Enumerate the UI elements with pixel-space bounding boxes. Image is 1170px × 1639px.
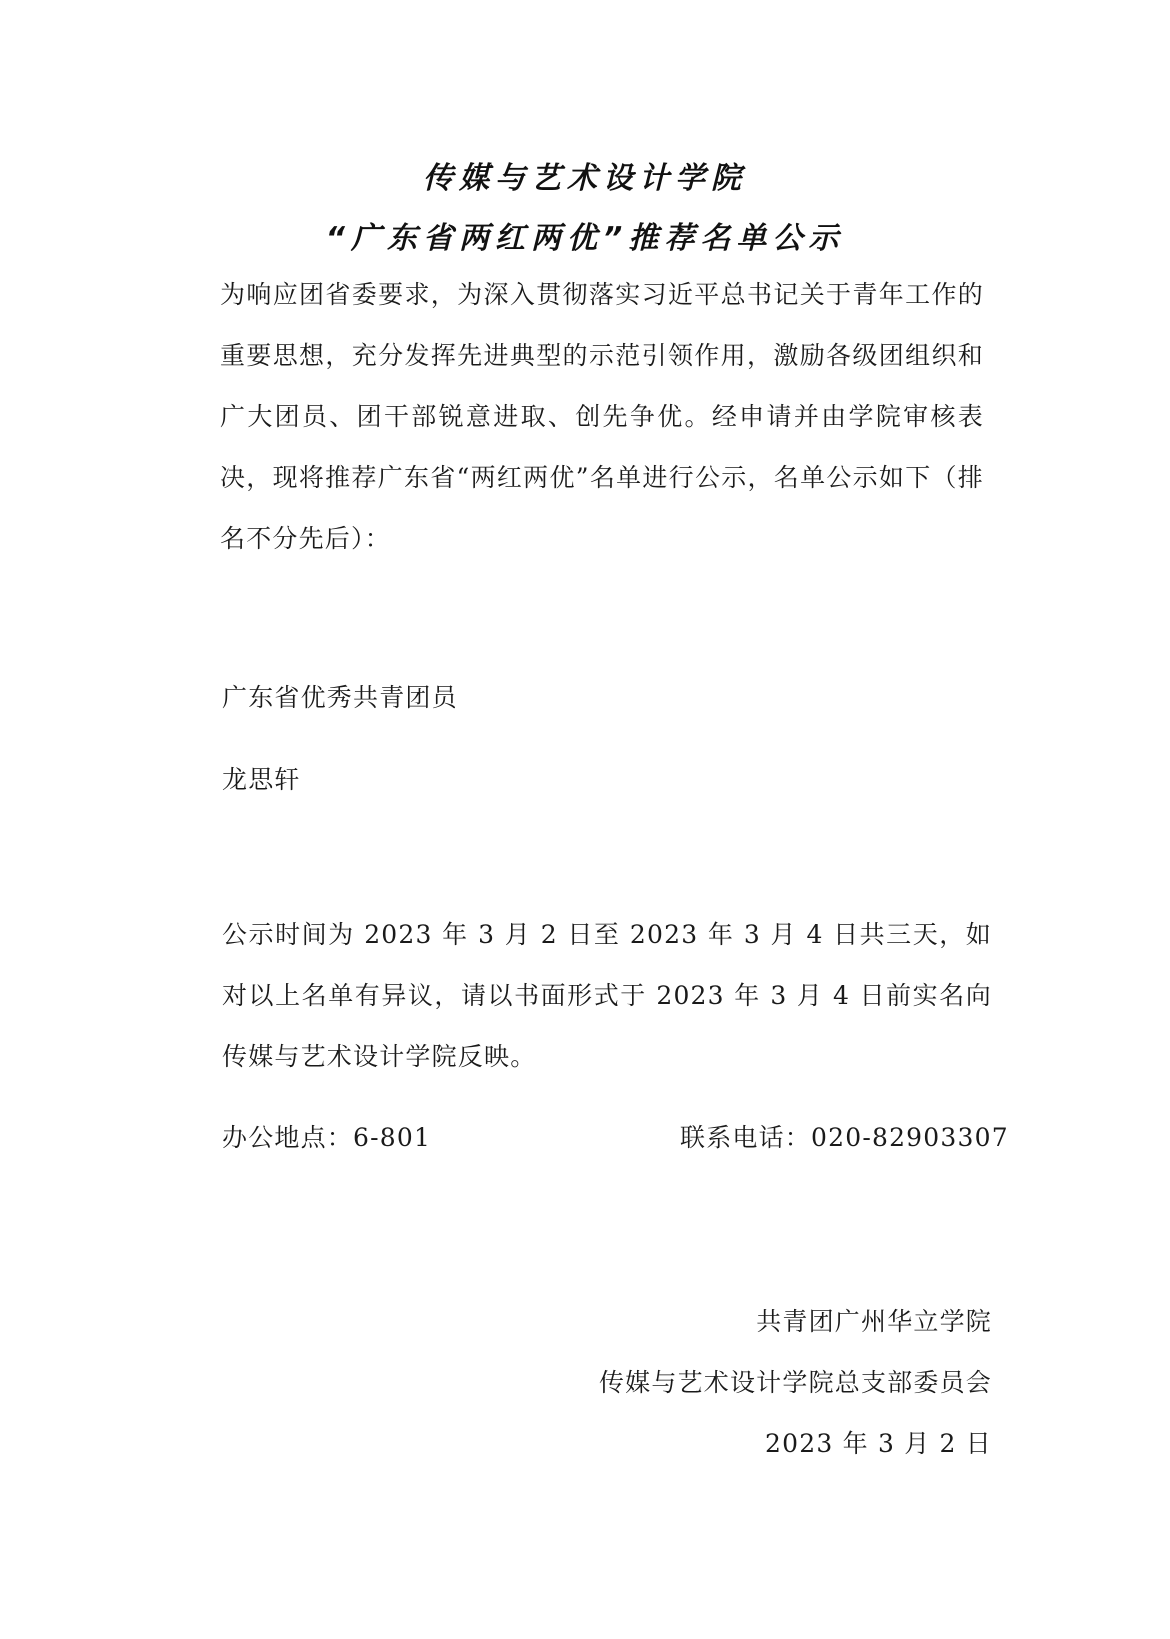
office-location: 办公地点：6-801 (222, 1123, 432, 1152)
signature-organization: 共青团广州华立学院 (756, 1307, 992, 1336)
document-title-college: 传媒与艺术设计学院 (423, 161, 747, 196)
notice-paragraph: 公示时间为 2023 年 3 月 2 日至 2023 年 3 月 4 日共三天，如对以上名单有异议，请以书面形式于 2023 年 3 月 4 日前实名向传媒与艺术设计学院反映。 (222, 920, 992, 1071)
award-category: 广东省优秀共青团员 (222, 683, 458, 712)
signature-date: 2023 年 3 月 2 日 (765, 1429, 992, 1458)
document-title-announcement: “广东省两红两优”推荐名单公示 (325, 221, 845, 256)
intro-paragraph: 为响应团省委要求，为深入贯彻落实习近平总书记关于青年工作的重要思想，充分发挥先进典型的示范引领作用，激励各级团组织和广大团员、团干部锐意进取、创先争优。经申请并由学院审核表决，现将推荐广东省“两红两优”名单进行公示，名单公示如下（排名不分先后）： (220, 280, 984, 553)
signature-committee: 传媒与艺术设计学院总支部委员会 (598, 1368, 992, 1397)
nominee-name: 龙思轩 (222, 765, 301, 794)
contact-phone: 联系电话：020-82903307 (680, 1123, 1009, 1152)
